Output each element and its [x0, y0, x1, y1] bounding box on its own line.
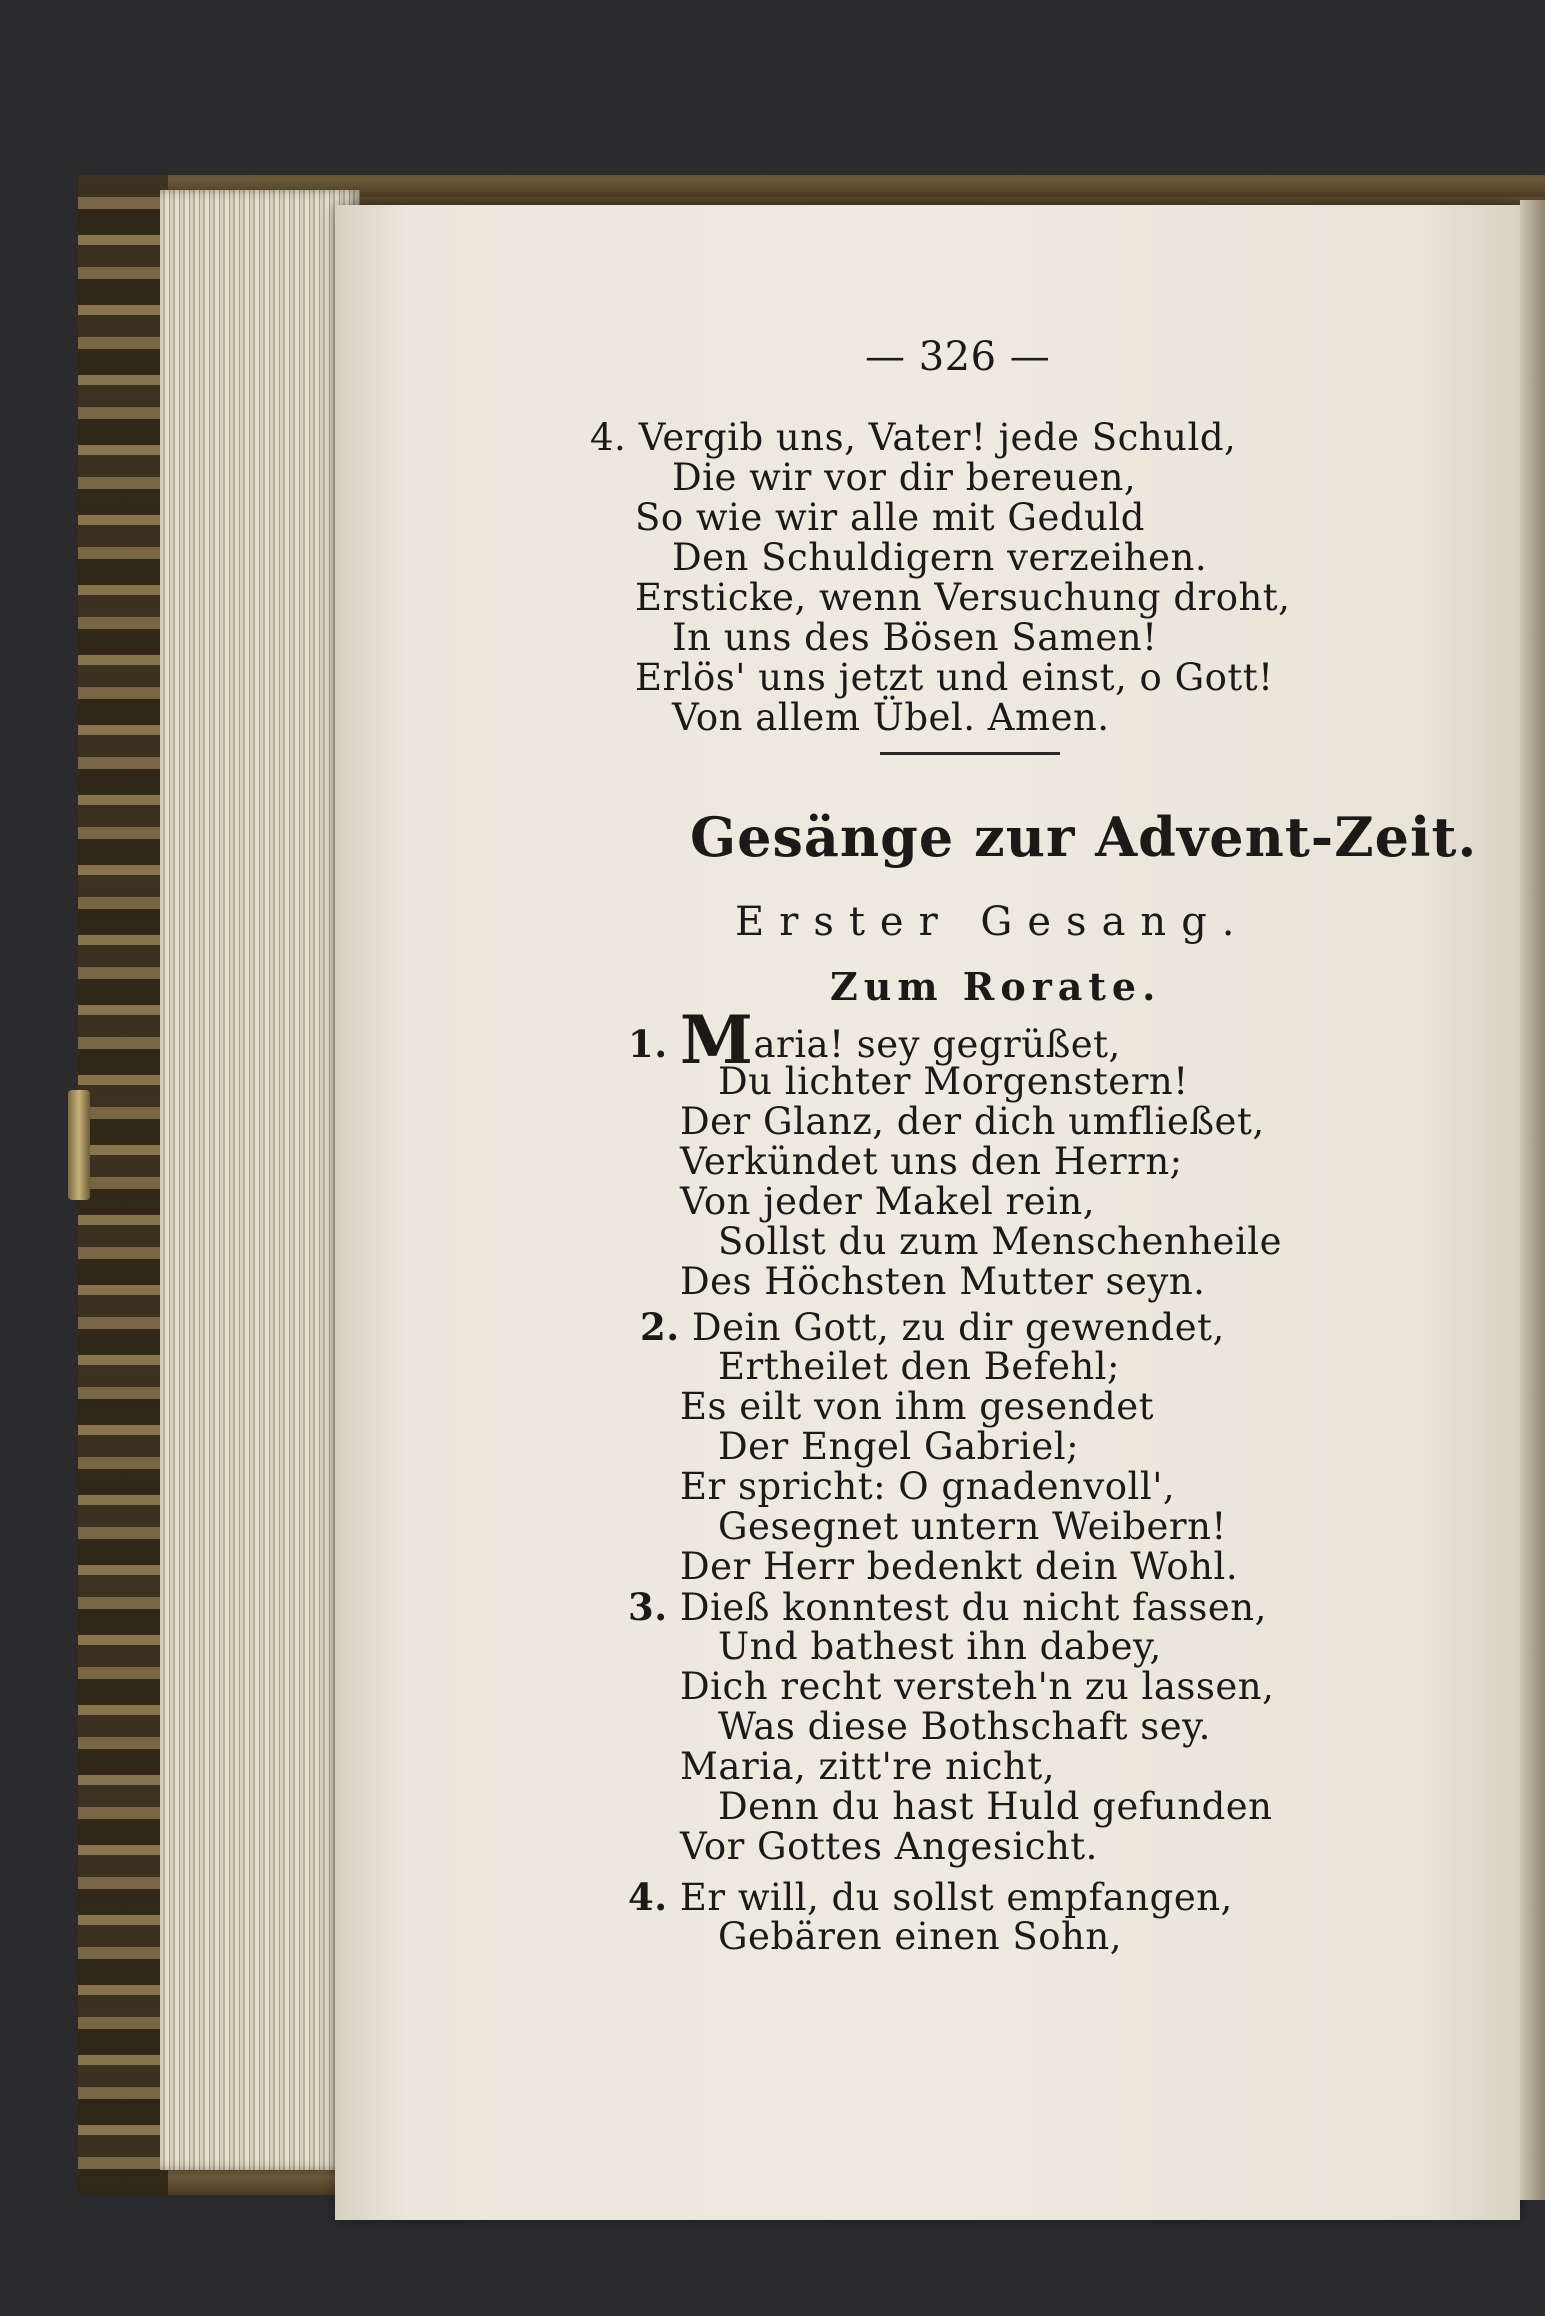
stanza-first-line [628, 1585, 1267, 1630]
stanza-line: Vor Gottes Angesicht. [680, 1825, 1098, 1868]
song-subtitle: Zum Rorate. [830, 964, 1162, 1009]
stanza-number: 4. [628, 1875, 668, 1919]
stanza-number: 2. [640, 1305, 680, 1349]
stanza-line: Du lichter Morgenstern! [718, 1060, 1189, 1103]
stanza-line: Ertheilet den Befehl; [718, 1345, 1120, 1388]
prev-stanza-line: Von allem Übel. Amen. [672, 696, 1110, 739]
dropcap: M [679, 1001, 754, 1079]
stanza-line: Dich recht versteh'n zu lassen, [680, 1665, 1275, 1708]
stanza-number: 1. [628, 1022, 668, 1066]
stanza-line: Der Herr bedenkt dein Wohl. [680, 1545, 1239, 1588]
stanza-line: Dein Gott, zu dir gewendet, [691, 1306, 1225, 1349]
stanza-line: Und bathest ihn dabey, [718, 1625, 1162, 1668]
stanza-line: aria! sey gegrüßet, [753, 1023, 1121, 1066]
stanza-line: Es eilt von ihm gesendet [680, 1385, 1154, 1428]
stanza-first-line [640, 1305, 1225, 1350]
stanza-line: Gesegnet untern Weibern! [718, 1505, 1227, 1548]
stanza-line: Denn du hast Huld gefunden [718, 1785, 1273, 1828]
prev-stanza-line: Erlös' uns jetzt und einst, o Gott! [635, 656, 1274, 699]
prev-stanza-line: 4. Vergib uns, Vater! jede Schuld, [590, 416, 1237, 459]
stanza-line: Der Engel Gabriel; [718, 1425, 1080, 1468]
song-title: Erster Gesang. [735, 899, 1250, 945]
stanza-line: Was diese Bothschaft sey. [718, 1705, 1211, 1748]
section-title: Gesänge zur Advent-Zeit. [690, 805, 1478, 869]
prev-stanza-line: Die wir vor dir bereuen, [672, 456, 1137, 499]
stanza-line: Sollst du zum Menschenheile [718, 1220, 1283, 1263]
stanza-line: Der Glanz, der dich umfließet, [680, 1100, 1265, 1143]
stanza-line: Maria, zitt're nicht, [680, 1745, 1055, 1788]
stanza-line: Dieß konntest du nicht fassen, [679, 1586, 1267, 1629]
page-number: — 326 — [865, 334, 1051, 380]
stanza-line: Von jeder Makel rein, [680, 1180, 1095, 1223]
stanza-line: Des Höchsten Mutter seyn. [680, 1260, 1206, 1303]
prev-stanza-line: Den Schuldigern verzeihen. [672, 536, 1208, 579]
stanza-line: Er will, du sollst empfangen, [679, 1876, 1233, 1919]
section-divider [880, 752, 1060, 755]
prev-stanza-line: So wie wir alle mit Geduld [635, 496, 1145, 539]
prev-stanza-line: In uns des Bösen Samen! [672, 616, 1158, 659]
stanza-number: 3. [628, 1585, 668, 1629]
stanza-first-line [628, 1875, 1233, 1920]
stanza-line: Verkündet uns den Herrn; [680, 1140, 1183, 1183]
stanza-line: Er spricht: O gnadenvoll', [680, 1465, 1176, 1508]
prev-stanza-line: Ersticke, wenn Versuchung droht, [635, 576, 1291, 619]
stanza-line: Gebären einen Sohn, [718, 1915, 1122, 1958]
